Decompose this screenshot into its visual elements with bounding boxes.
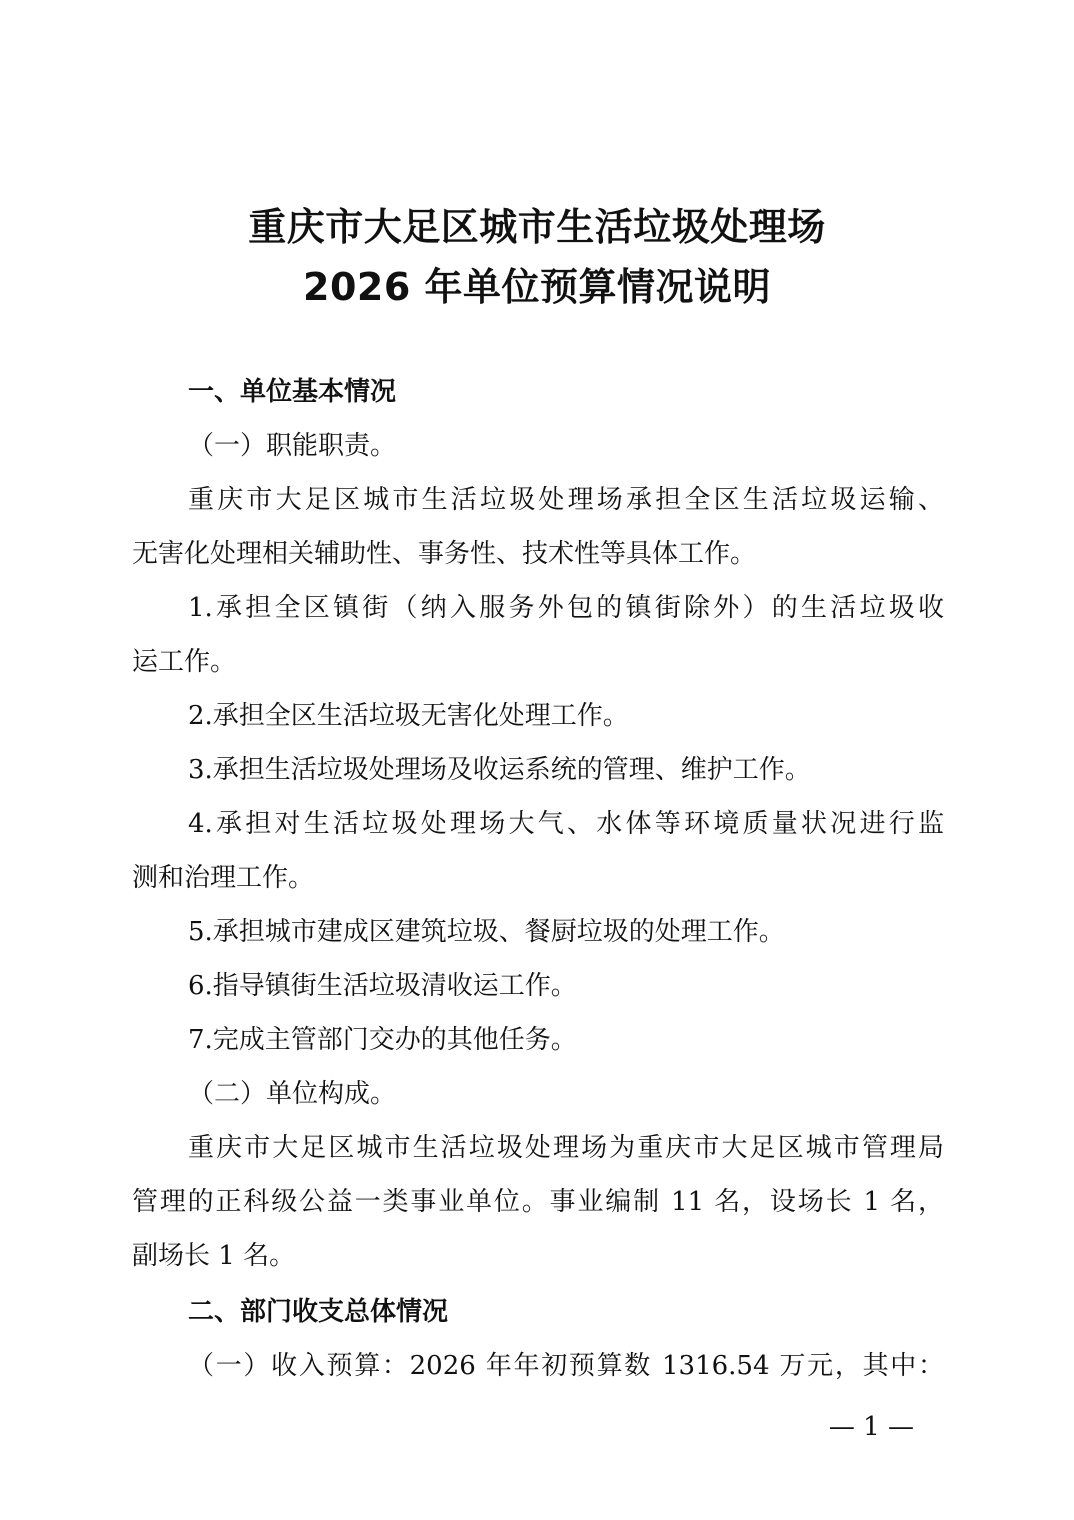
section2-heading: 二、部门收支总体情况 — [188, 1297, 449, 1327]
section2-sub1: （一）收入预算：2026 年年初预算数 1316.54 万元，其中： — [188, 1351, 944, 1381]
list-item-6: 6.指导镇街生活垃圾清收运工作。 — [188, 971, 577, 1001]
list-item-4: 4.承担对生活垃圾处理场大气、水体等环境质量状况进行监 — [188, 809, 944, 839]
paragraph-line: 重庆市大足区城市生活垃圾处理场为重庆市大足区城市管理局 — [188, 1133, 944, 1163]
section1-sub1: （一）职能职责。 — [188, 431, 397, 461]
list-item-4-cont: 测和治理工作。 — [132, 863, 315, 893]
list-item-3: 3.承担生活垃圾处理场及收运系统的管理、维护工作。 — [188, 755, 811, 785]
list-item-1: 1.承担全区镇街（纳入服务外包的镇街除外）的生活垃圾收 — [188, 593, 944, 623]
page-number: — 1 — — [828, 1412, 914, 1442]
document-title-line2: 2026 年单位预算情况说明 — [303, 265, 771, 309]
paragraph-line: 副场长 1 名。 — [132, 1241, 296, 1271]
list-item-7: 7.完成主管部门交办的其他任务。 — [188, 1025, 577, 1055]
section1-heading: 一、单位基本情况 — [188, 377, 397, 407]
paragraph-line: 无害化处理相关辅助性、事务性、技术性等具体工作。 — [132, 539, 757, 569]
list-item-2: 2.承担全区生活垃圾无害化处理工作。 — [188, 701, 629, 731]
list-item-1-cont: 运工作。 — [132, 647, 237, 677]
section1-sub2: （二）单位构成。 — [188, 1079, 397, 1109]
paragraph-line: 重庆市大足区城市生活垃圾处理场承担全区生活垃圾运输、 — [188, 485, 944, 515]
paragraph-line: 管理的正科级公益一类事业单位。事业编制 11 名，设场长 1 名， — [132, 1187, 944, 1217]
list-item-5: 5.承担城市建成区建筑垃圾、餐厨垃圾的处理工作。 — [188, 917, 785, 947]
document-title-line1: 重庆市大足区城市生活垃圾处理场 — [248, 205, 826, 249]
